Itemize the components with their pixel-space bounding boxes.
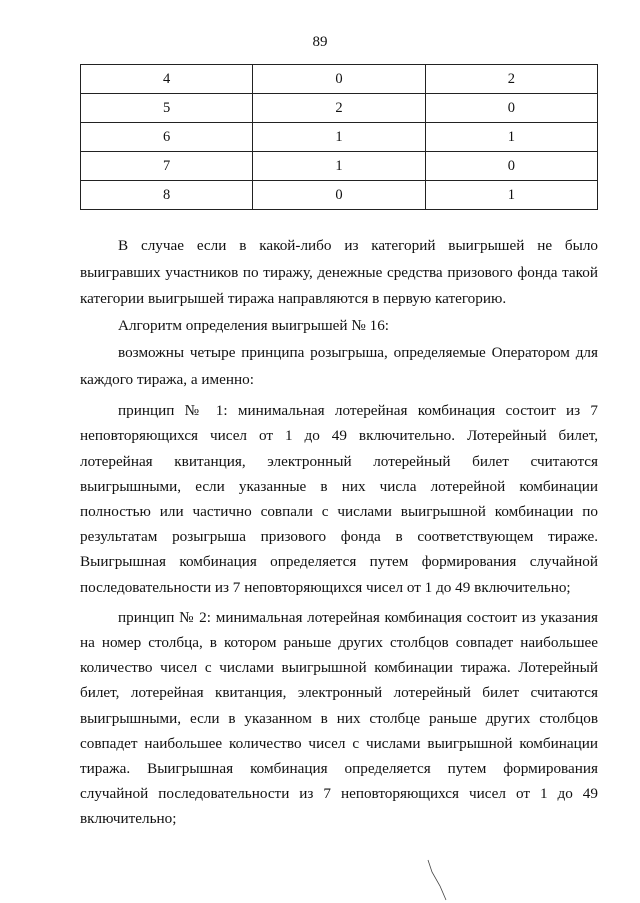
- page-number: 89: [312, 34, 328, 50]
- table-cell: 1: [253, 123, 425, 152]
- body-text: [80, 233, 598, 832]
- table-cell: 7: [81, 152, 253, 181]
- table-cell: 1: [425, 123, 597, 152]
- paragraph-unclaimed-prizes: В случае если в какой-либо из категорий выигрышей не было выигравших участников по тиражу, денежные средства призового фонда такой категории выигрышей тиража направляются в первую категорию.: [80, 237, 598, 308]
- table-cell: 8: [81, 181, 253, 210]
- table-cell: 0: [253, 181, 425, 210]
- prize-table: [80, 64, 598, 210]
- table-cell: 6: [81, 123, 253, 152]
- table-row: [81, 123, 598, 152]
- table-row: [81, 181, 598, 210]
- table-cell: 2: [253, 94, 425, 123]
- table-cell: 0: [425, 152, 597, 181]
- table-cell: 1: [425, 181, 597, 210]
- table-cell: 4: [81, 65, 253, 94]
- table-row: [81, 94, 598, 123]
- paragraph-principle-1: принцип № 1: минимальная лотерейная комбинация состоит из 7 неповторяющихся чисел от 1 до 49 включительно. Лотерейный билет, лотерейная квитанция, электронный лотерейный билет считаются выигрышными, если указанные в них числа лотерейной комбинации полностью или частично совпали с числами выигрышной комбинации по результатам розыгрыша призового фонда в соответствующем тираже. Выигрышная комбинация определяется путем формирования случайной последовательности из 7 неповторяющихся чисел от 1 до 49 включительно;: [80, 402, 598, 596]
- prize-table-body: [81, 65, 598, 210]
- table-cell: 1: [253, 152, 425, 181]
- table-cell: 5: [81, 94, 253, 123]
- table-cell: 2: [425, 65, 597, 94]
- paragraph-principles-intro: возможны четыре принципа розыгрыша, определяемые Оператором для каждого тиража, а именно:: [80, 343, 598, 388]
- table-cell: 0: [425, 94, 597, 123]
- table-row: [81, 152, 598, 181]
- table-row: [81, 65, 598, 94]
- paragraph-algorithm-heading: Алгоритм определения выигрышей № 16:: [118, 317, 390, 335]
- table-cell: 0: [253, 65, 425, 94]
- scan-artifact-mark: [426, 858, 450, 902]
- paragraph-principle-2: принцип № 2: минимальная лотерейная комбинация состоит из указания на номер столбца, в котором раньше других столбцов совпадет наибольшее количество чисел с числами выигрышной комбинации тиража. Лотерейный билет, лотерейная квитанция, электронный лотерейный билет считаются выигрышными, если в указанном в них столбце раньше других столбцов совпадет наибольшее количество чисел с числами выигрышной комбинации тиража. Выигрышная комбинация определяется путем формирования случайной последовательности из 7 неповторяющихся чисел от 1 до 49 включительно;: [80, 608, 598, 828]
